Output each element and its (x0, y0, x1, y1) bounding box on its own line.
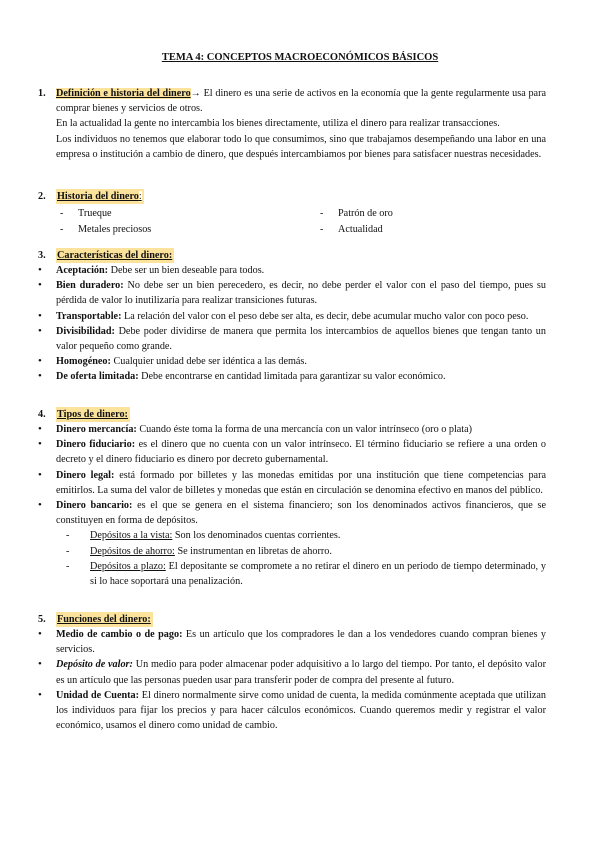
section-funciones (38, 612, 546, 733)
list-item: • Dinero mercancía: Cuando éste toma la forma de una mercancía con un valor intrínseco (oro o plata) (38, 422, 546, 437)
bullet-icon: • (38, 309, 42, 322)
heading-colon: : (138, 191, 142, 202)
section-tipos (38, 407, 546, 589)
section-heading-text: Historia del dinero (57, 191, 139, 202)
section-number: 3. (38, 250, 46, 261)
list-item: • Aceptación: Debe ser un bien deseable para todos. (38, 263, 546, 278)
paragraph: En la actualidad la gente no intercambia los bienes directamente, utiliza el dinero para realizar transacciones. (56, 118, 500, 130)
section-lead-text: El dinero es una serie de activos en la economía que la gente regularmente usa para comprar bienes y servicios de otros. (56, 88, 546, 115)
section-definicion (38, 86, 546, 162)
list-item: • Dinero bancario: es el que se genera en el sistema financiero; son los denominados activos financieros, que se constituyen en forma de depósitos. (38, 499, 546, 527)
list-item: • Divisibilidad: Debe poder dividirse de manera que permita los intercambios de aquellos bienes que tengan tanto un valor pequeño como grande. (38, 324, 546, 353)
section-number: 2. (38, 191, 46, 202)
bullet-icon: • (38, 688, 42, 701)
bullet-icon: • (38, 438, 42, 451)
list-item: • Medio de cambio o de pago: Es un artículo que los compradores le dan a los vendedores cuando compran bienes y servicios. (38, 628, 546, 656)
list-item: • Dinero legal: está formado por billetes y las monedas emitidas por una institución que tiene competencias para emitirlos. La suma del valor de billetes y monedas que están en circulación se denomina efectivo en manos del público. (38, 468, 546, 496)
section-heading: Características del dinero: (56, 248, 174, 263)
section-historia (38, 189, 546, 238)
bullet-icon: • (38, 628, 42, 640)
section-heading: Definición e historia del dinero (56, 88, 191, 99)
history-list: - Trueque - Metales preciosos - Patrón de oro - Actualidad (60, 208, 393, 235)
section-number: 1. (38, 88, 46, 99)
list-item: • Depósito de valor: Un medio para poder almacenar poder adquisitivo a lo largo del tiempo. Por tanto, el depósito valor es un artículo que las personas pueden usar para transferir poder de compra del presente al futuro. (38, 658, 546, 686)
bullet-icon: • (38, 468, 42, 481)
list-item: • Unidad de Cuenta: El dinero normalmente sirve como unidad de cuenta, la medida comúnmente aceptada que utilizan los individuos para fijar los precios y para hacer cálculos económicos. Cuando queremos medir y registrar el valor económico, usamos el dinero como unidad de cambio. (38, 688, 546, 732)
document-title: TEMA 4: CONCEPTOS MACROECONÓMICOS BÁSICOS (161, 52, 439, 63)
bullet-icon: • (38, 355, 42, 368)
bullet-icon: • (38, 370, 42, 383)
sub-list-item: - Depósitos a la vista: Son los denominados cuentas corrientes. (66, 530, 341, 542)
list-item: • Transportable: La relación del valor con el peso debe ser alta, es decir, debe acumular mucho valor con poco peso. (38, 309, 546, 324)
list-item: • Dinero fiduciario: es el dinero que no cuenta con un valor intrínseco. El término fiduciario se refiere a una orden o decreto y el dinero fiduciario es dinero por decreto gubernamental. (38, 438, 546, 466)
section-heading: Funciones del dinero: (56, 612, 153, 627)
section-caracteristicas (38, 248, 546, 385)
section-heading (56, 189, 144, 204)
section-heading: Tipos de dinero: (56, 407, 130, 422)
section-number: 5. (38, 614, 46, 625)
paragraph: Los individuos no tenemos que elaborar todo lo que consumimos, sino que trabajamos desempeñando una labor en una empresa o institución a cambio de dinero, que después intercambiamos por bienes para satisfacer nuestras necesidades. (56, 133, 546, 160)
section-number: 4. (38, 409, 46, 420)
bullet-icon: • (38, 279, 42, 292)
sub-list-item: - Depósitos de ahorro: Se instrumentan en libretas de ahorro. (66, 545, 332, 557)
bullet-icon: • (38, 324, 42, 337)
list-item: • Bien duradero: No debe ser un bien perecedero, es decir, no debe perder el valor con el paso del tiempo, pues su pérdida de valor lo inutilizaría para realizar transiciones futuras. (38, 279, 546, 307)
list-item: • De oferta limitada: Debe encontrarse en cantidad limitada para garantizar su valor económico. (38, 369, 546, 384)
sub-list-item: - Depósitos a plazo: El depositante se compromete a no retirar el dinero en un periodo de tiempo determinado, y si lo hace soportará una penalización. (66, 560, 546, 588)
bullet-icon: • (38, 658, 42, 671)
bullet-icon: • (38, 264, 42, 276)
bullet-icon: • (38, 499, 42, 512)
arrow-icon: → (190, 88, 201, 99)
list-item: • Homogéneo: Cualquier unidad debe ser idéntica a las demás. (38, 354, 546, 369)
bullet-icon: • (38, 423, 42, 435)
